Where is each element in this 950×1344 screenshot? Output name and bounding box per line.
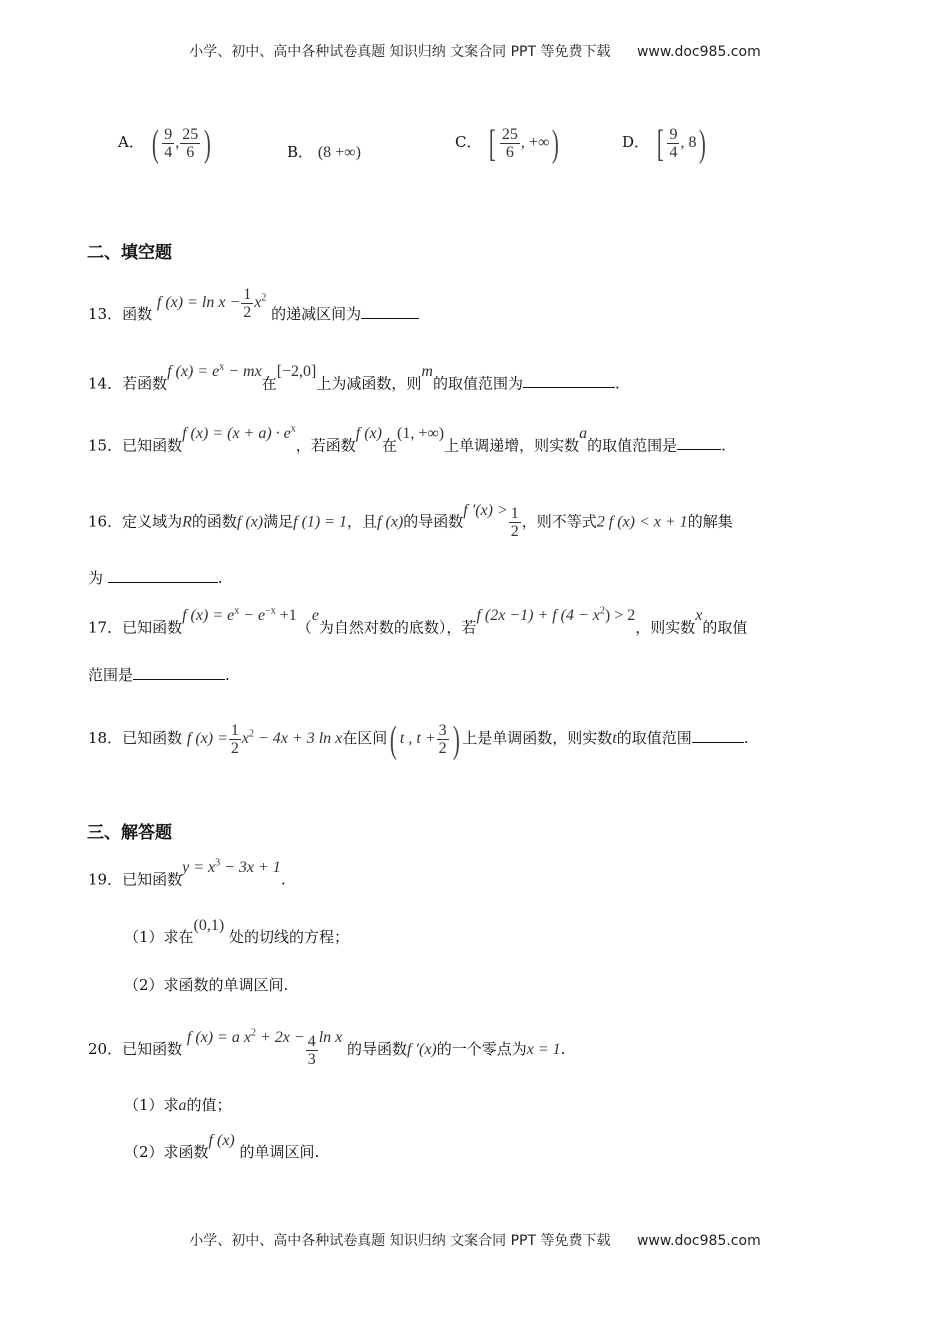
formula: f (2x −1) + f (4 − x [476,607,600,625]
denominator: 2 [243,304,252,321]
text: 已知函数 [122,618,183,637]
header-text: 小学、初中、高中各种试卷真题 知识归纳 文案合同 PPT 等免费下载 [189,44,611,60]
variable: a [178,1097,187,1114]
exponent: x [290,424,296,435]
answer-blank[interactable] [677,435,721,450]
variable: a [579,425,588,443]
formula: x = 1 [526,1041,561,1059]
interval: t , t + [399,730,436,748]
text: ，则不等式 [521,512,597,531]
question-20-part-1 [124,1095,232,1116]
option-content: (8 +∞) [317,144,361,161]
bracket: ) [699,122,707,165]
question-number: 17． [88,618,123,637]
text: 处的切线的方程； [228,928,349,946]
answer-blank[interactable] [133,665,225,680]
text: （1）求在 [124,928,194,946]
question-19 [88,858,286,890]
text: 满足 [263,512,294,531]
formula: f (x) = [186,730,228,748]
text: . [560,1040,566,1059]
formula: + 2x − [256,1029,305,1047]
text: 为自然对数的底数），若 [318,618,477,637]
option-d [622,122,709,165]
option-label: A． [118,133,144,152]
text: 已知函数 [122,1040,183,1059]
variable: x [695,607,703,625]
answer-blank[interactable] [108,568,218,583]
variable: R [182,513,192,531]
option-label: D． [622,133,650,152]
question-number: 18． [88,729,123,748]
denominator: 2 [438,740,447,757]
formula: x [254,294,262,312]
answer-blank[interactable] [523,373,615,388]
text: 的导函数 [403,512,464,531]
text: 已知函数 [122,436,183,455]
text: . [721,436,726,455]
formula: f (1) = 1 [293,513,348,531]
text: 上是单调函数，则实数 [462,729,613,748]
bracket: [ [656,122,664,165]
formula: f (x) [377,513,404,531]
text: ，则实数 [635,618,696,637]
question-17-line2 [88,665,230,685]
variable: t [612,730,617,748]
exponent: 2 [249,728,254,740]
formula: − 4x + 3 ln x [254,730,343,748]
text: . [217,569,223,587]
point: (0,1) [193,917,225,934]
formula: f (x) = e [167,363,220,381]
denominator: 2 [230,740,239,757]
option-c [455,122,562,165]
question-20-part-2 [124,1132,320,1163]
text: （2）求函数 [124,1143,209,1161]
text: . [614,374,620,393]
text: 函数 [122,305,153,324]
text: 若函数 [122,374,168,393]
question-16-line2 [88,568,223,588]
question-16 [88,501,733,540]
option-tail: , +∞ [520,134,550,152]
variable: e [311,607,319,625]
section-title-fill: 二、填空题 [87,243,172,263]
formula: 2 f (x) < x + 1 [596,513,688,531]
formula: +1 [275,607,297,625]
formula: f ′(x) > [463,501,508,519]
question-19-part-1 [124,917,349,948]
text: 上单调递增，则实数 [444,436,580,455]
numerator: 9 [164,126,173,143]
text: 的导函数 [347,1040,408,1059]
formula: ) > 2 [604,607,636,625]
denominator: 4 [164,144,173,161]
numerator: 3 [438,722,447,739]
denominator: 3 [307,1051,316,1068]
question-number: 16． [88,512,123,531]
bracket: ) [552,122,560,165]
question-15 [88,424,726,456]
variable: m [421,363,433,381]
numerator: 9 [669,126,678,143]
formula: f (x) [208,1132,235,1149]
option-label: B． [287,143,314,161]
formula: f (x) = (x + a) · e [182,425,291,443]
option-a: A． ( $\frac{9}{4}$ , $\frac{25}{6}$ ) [118,122,212,165]
page-footer [0,1230,950,1250]
formula: f (x) = ln x − [156,294,241,312]
question-13 [88,286,419,333]
answer-blank[interactable] [692,728,744,743]
header-url[interactable]: www.doc985.com [636,44,761,60]
text: （ [296,618,312,637]
page-header [0,41,950,61]
text: 的取值范围 [616,729,692,748]
question-number: 19． [88,870,123,889]
text: 的单调区间. [239,1143,320,1161]
exponent: x [219,362,225,373]
formula: − 3x + 1 [220,859,281,877]
exponent: 2 [251,1027,256,1039]
option-tail: , 8 [680,134,697,152]
text: . [743,729,749,748]
answer-blank[interactable] [361,304,419,319]
question-18: 18．已知函数 f (x) = $\frac{1}{2}$ $x^2 - 4x + 3$ ln x在区间( t , t + $\frac{3}{2}$ ) 上是单调函数，则实数t的取值范围 . [88,718,749,761]
question-14 [88,362,620,394]
numerator: 1 [243,286,252,303]
interval: (1, +∞) [397,425,445,443]
footer-text: 小学、初中、高中各种试卷真题 知识归纳 文案合同 PPT 等免费下载 [189,1233,611,1249]
text: 已知函数 [122,729,183,748]
question-number: 13． [88,305,123,324]
denominator: 4 [669,144,678,161]
text: 的值； [186,1096,232,1114]
text: 的一个零点为 [436,1040,527,1059]
bracket: [ [489,122,497,165]
numerator: 4 [307,1033,316,1050]
question-19-part-2 [124,975,288,995]
option-b [287,142,361,163]
exponent: 2 [261,292,267,304]
formula: f ′(x) [407,1041,437,1059]
question-20 [88,1027,566,1068]
formula: f (x) [355,425,382,443]
text: 定义域为 [122,512,183,531]
formula: − e [239,607,266,625]
exponent: −x [265,606,276,617]
text: 在 [381,436,397,455]
text: 在区间 [342,729,388,748]
formula: y = x [182,859,216,877]
text: 的递减区间为 [271,305,362,324]
denominator: 6 [505,144,514,161]
text: （2）求函数的单调区间. [124,976,289,994]
denominator: 2 [510,523,519,540]
question-17 [88,606,748,638]
formula: f (x) [236,513,264,531]
text: . [225,666,230,684]
text: 上为减函数，则 [316,374,422,393]
formula: − mx [224,363,262,381]
option-label: C． [455,133,482,152]
text: 的取值 [702,618,748,637]
section-title-solve: 三、解答题 [87,823,172,843]
text: . [280,870,286,889]
formula: f (x) = a x [186,1029,251,1047]
question-number: 14． [88,374,123,393]
footer-url[interactable]: www.doc985.com [636,1233,761,1249]
text: 为 [88,569,104,587]
numerator: 1 [230,722,239,739]
text: 在 [261,374,277,393]
question-number: 15． [88,436,123,455]
denominator: 6 [186,144,195,161]
formula: ln x [318,1029,343,1047]
numerator: 25 [501,126,518,143]
bracket: ( [151,122,159,165]
text: 的取值范围是 [587,436,678,455]
bracket: ) [204,122,212,165]
numerator: 1 [510,505,519,522]
text: 已知函数 [122,870,183,889]
exponent: 2 [599,606,605,617]
text: （1）求 [124,1096,179,1114]
exponent: 3 [215,858,221,869]
interval: [−2,0] [276,363,317,381]
text: ，且 [347,512,378,531]
exponent: x [234,606,240,617]
text: 的解集 [687,512,733,531]
question-number: 20． [88,1040,123,1059]
text: 范围是 [88,666,134,684]
text: ，若函数 [295,436,356,455]
text: 的函数 [191,512,237,531]
formula: x [241,730,249,748]
text: 的取值范围为 [432,374,523,393]
formula: f (x) = e [182,607,235,625]
numerator: 25 [182,126,199,143]
